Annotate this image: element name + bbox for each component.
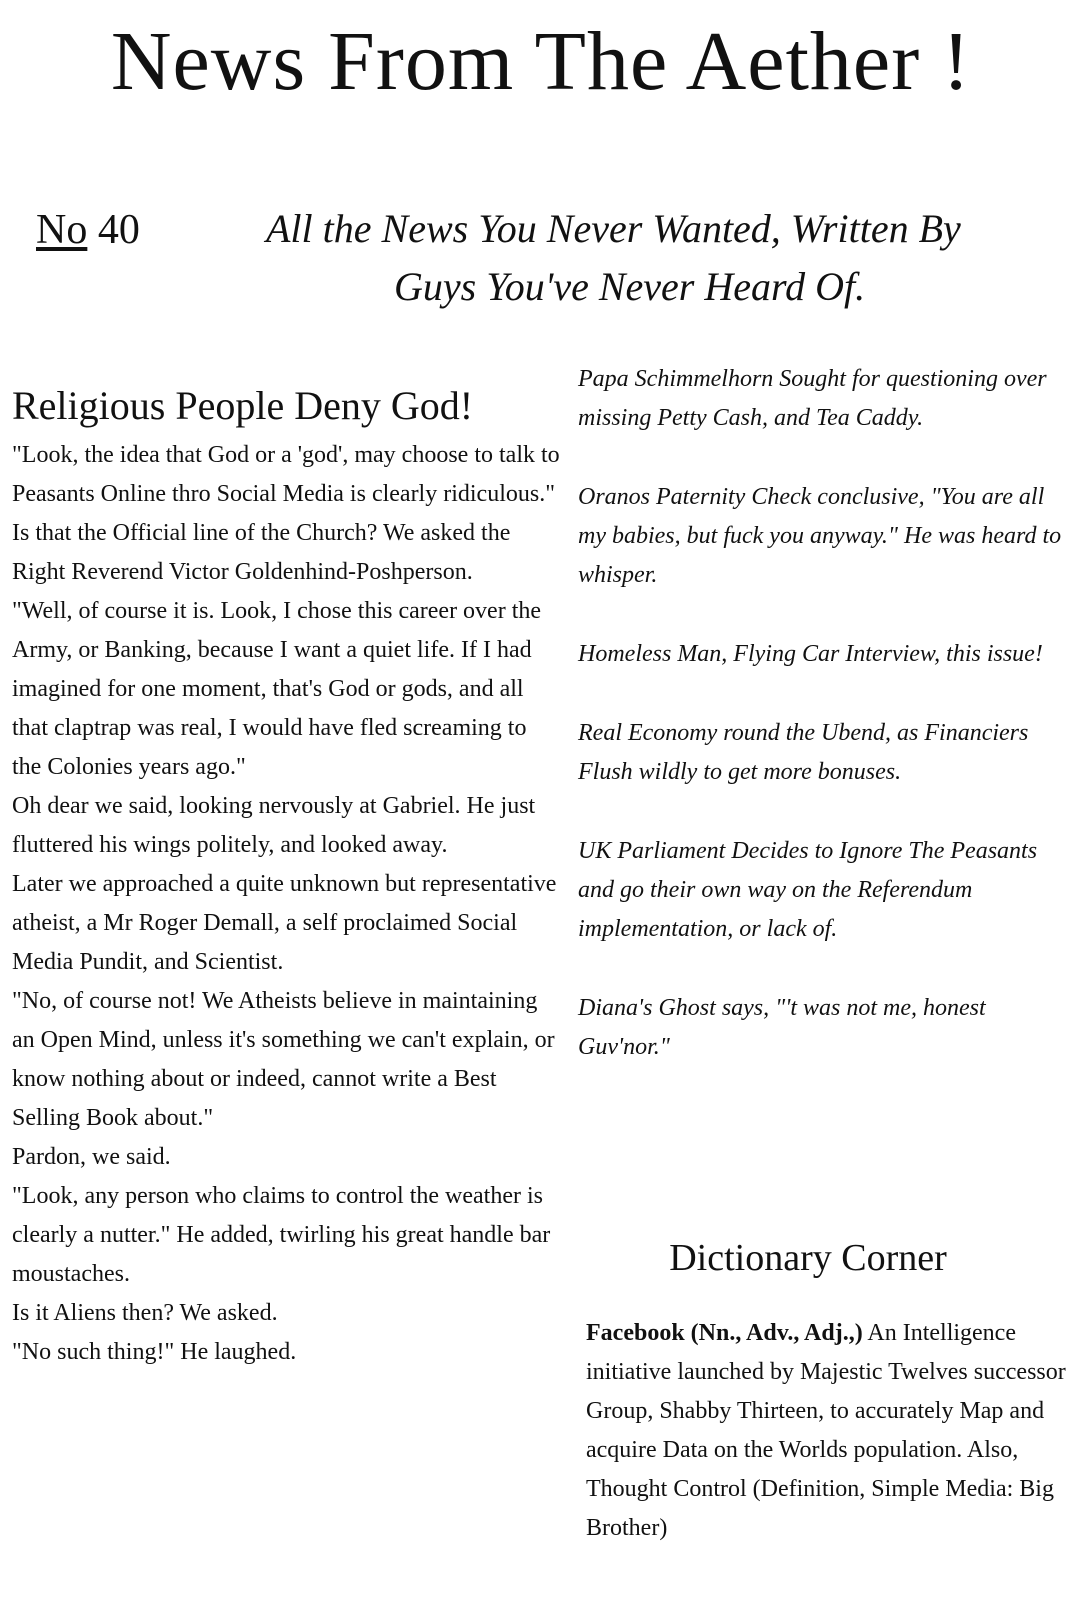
dictionary-corner-title: Dictionary Corner xyxy=(669,1237,947,1279)
news-brief: Oranos Paternity Check conclusive, "You are all my babies, but fuck you anyway." He was heard to whisper. xyxy=(578,484,1062,588)
news-brief: Real Economy round the Ubend, as Financiers Flush wildly to get more bonuses. xyxy=(578,720,1029,785)
dictionary-entry xyxy=(586,1314,1066,1548)
tagline xyxy=(256,200,1046,316)
tagline-line-1: All the News You Never Wanted, Written By xyxy=(266,206,961,251)
article-paragraph: Later we approached a quite unknown but representative atheist, a Mr Roger Demall, a self proclaimed Social Media Pundit, and Scientist. xyxy=(12,871,557,975)
article-body xyxy=(12,436,560,1372)
article-paragraph: Oh dear we said, looking nervously at Gabriel. He just fluttered his wings politely, and looked away. xyxy=(12,793,536,858)
main-article xyxy=(12,380,560,1372)
article-paragraph: "Well, of course it is. Look, I chose this career over the Army, or Banking, because I want a quiet life. If I had imagined for one moment, that's God or gods, and all that claptrap was real, I would have fled screaming to the Colonies years ago." xyxy=(12,598,542,780)
news-briefs xyxy=(578,360,1070,1107)
article-paragraph: "Look, any person who claims to control the weather is clearly a nutter." He added, twirling his great handle bar moustaches. xyxy=(12,1183,551,1287)
news-brief: Homeless Man, Flying Car Interview, this issue! xyxy=(578,641,1043,667)
dictionary-term: Facebook (Nn., Adv., Adj.,) xyxy=(586,1320,863,1346)
masthead-title: News From The Aether ! xyxy=(110,15,972,108)
news-brief: Diana's Ghost says, "'t was not me, honest Guv'nor." xyxy=(578,995,986,1060)
article-paragraph: Is that the Official line of the Church? We asked the Right Reverend Victor Goldenhind-Poshperson. xyxy=(12,520,511,585)
issue-label: No xyxy=(36,207,88,253)
issue-number xyxy=(36,200,140,260)
article-headline: Religious People Deny God! xyxy=(12,383,474,428)
dictionary-definition: An Intelligence initiative launched by Majestic Twelves successor Group, Shabby Thirteen, to accurately Map and acquire Data on the Worlds population. Also, Thought Control (Definition, Simple Media: Big Brother) xyxy=(586,1320,1066,1541)
issue-value: 40 xyxy=(97,207,140,253)
article-paragraph: "Look, the idea that God or a 'god', may choose to talk to Peasants Online thro Social Media is clearly ridiculous." xyxy=(12,442,560,507)
news-brief: UK Parliament Decides to Ignore The Peasants and go their own way on the Referendum implementation, or lack of. xyxy=(578,838,1038,942)
article-paragraph: Is it Aliens then? We asked. xyxy=(12,1300,278,1326)
article-paragraph: "No, of course not! We Atheists believe in maintaining an Open Mind, unless it's something we can't explain, or know nothing about or indeed, cannot write a Best Selling Book about." xyxy=(12,988,555,1131)
tagline-line-2: Guys You've Never Heard Of. xyxy=(394,264,866,309)
news-brief: Papa Schimmelhorn Sought for questioning over missing Petty Cash, and Tea Caddy. xyxy=(578,366,1047,431)
article-paragraph: "No such thing!" He laughed. xyxy=(12,1339,297,1365)
article-paragraph: Pardon, we said. xyxy=(12,1144,171,1170)
